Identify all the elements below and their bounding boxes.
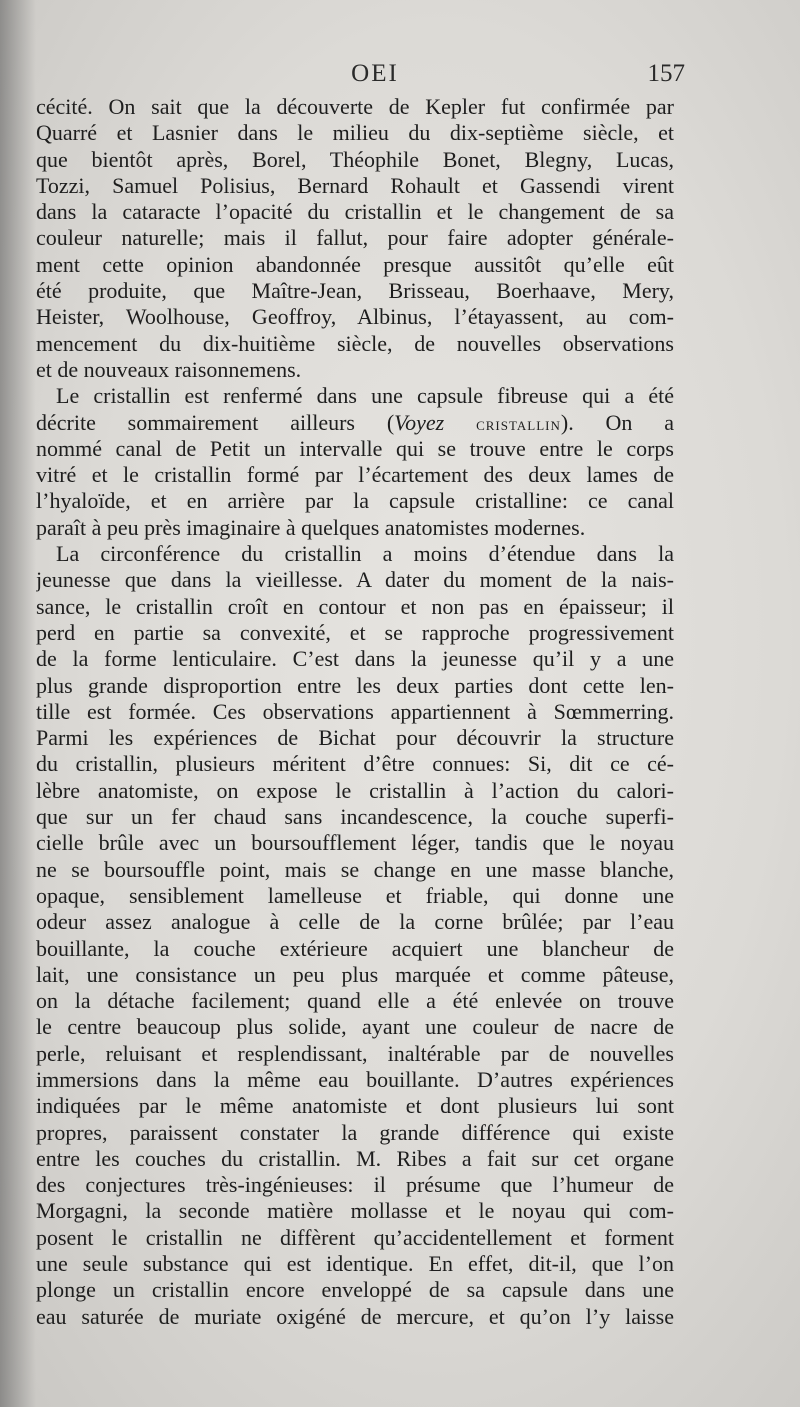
text-line: La circonférence du cristallin a moins d’étendue dans la (56, 541, 674, 567)
text-line: eau saturée de muriate oxigéné de mercure, et qu’on l’y laisse (36, 1303, 674, 1329)
text-line: dans la cataracte l’opacité du cristallin et le changement de sa (36, 199, 674, 225)
text-line: nommé canal de Petit un intervalle qui se trouve entre le corps (36, 435, 674, 461)
text-line: jeunesse que dans la vieillesse. A dater du moment de la nais- (36, 567, 674, 593)
text-line: Heister, Woolhouse, Geoffroy, Albinus, l’étayassent, au com- (36, 304, 674, 330)
text-line: des conjectures très-ingénieuses: il présume que l’humeur de (36, 1172, 674, 1198)
text-line: indiquées par le même anatomiste et dont plusieurs lui sont (36, 1093, 674, 1119)
text-line: Parmi les expériences de Bichat pour découvrir la structure (36, 725, 674, 751)
gutter-shadow (0, 0, 36, 1407)
page-number: 157 (647, 60, 685, 87)
cross-reference-term: cristallin (476, 413, 561, 434)
text-line: de la forme lenticulaire. C’est dans la jeunesse qu’il y a une (36, 646, 674, 672)
text-line: du cristallin, plusieurs méritent d’être connues: Si, dit ce cé- (36, 751, 674, 777)
text-fragment: ). On a (560, 409, 674, 435)
text-line: lait, une consistance un peu plus marquée et comme pâteuse, (36, 961, 674, 987)
text-line: cécité. On sait que la découverte de Kepler fut confirmée par (36, 94, 674, 119)
text-line: odeur assez analogue à celle de la corne brûlée; par l’eau (36, 909, 674, 935)
cross-reference-voyez: Voyez (394, 409, 445, 435)
text-line: opaque, sensiblement lamelleuse et friable, qui donne une (36, 882, 674, 908)
text-line: ment cette opinion abandonnée presque aussitôt qu’elle eût (36, 251, 674, 277)
text-line: que sur un fer chaud sans incandescence, la couche superfi- (36, 804, 674, 830)
text-line: entre les couches du cristallin. M. Ribes a fait sur cet organe (36, 1145, 674, 1171)
text-line: couleur naturelle; mais il fallut, pour faire adopter générale- (36, 225, 674, 251)
text-line: le centre beaucoup plus solide, ayant une couleur de nacre de (36, 1014, 674, 1040)
text-line: Le cristallin est renfermé dans une capsule fibreuse qui a été (56, 383, 674, 409)
text-line: sance, le cristallin croît en contour et non pas en épaisseur; il (36, 593, 674, 619)
text-line: cielle brûle avec un boursoufflement léger, tandis que le noyau (36, 830, 674, 856)
text-line: Quarré et Lasnier dans le milieu du dix-septième siècle, et (36, 120, 674, 146)
text-line: posent le cristallin ne diffèrent qu’accidentellement et forment (36, 1224, 674, 1250)
text-line: l’hyaloïde, et en arrière par la capsule cristalline: ce canal (36, 488, 674, 514)
text-line: mencement du dix-huitième siècle, de nouvelles observations (36, 330, 674, 356)
text-line: paraît à peu près imaginaire à quelques anatomistes modernes. (36, 514, 586, 540)
text-line: lèbre anatomiste, on expose le cristallin à l’action du calori- (36, 777, 674, 803)
text-line: une seule substance qui est identique. En effet, dit-il, que l’on (36, 1251, 674, 1277)
text-line: perd en partie sa convexité, et se rapproche progressivement (36, 619, 674, 645)
text-line: plonge un cristallin encore enveloppé de sa capsule dans une (36, 1277, 674, 1303)
text-line: ne se boursouffle point, mais se change en une masse blanche, (36, 856, 674, 882)
running-title: OEI (351, 60, 399, 87)
text-line: immersions dans la même eau bouillante. D’autres expériences (36, 1066, 674, 1092)
running-head (0, 60, 800, 94)
text-line: été produite, que Maître-Jean, Brisseau, Boerhaave, Mery, (36, 278, 674, 304)
text-fragment: décrite sommairement ailleurs ( (36, 409, 395, 435)
text-line: bouillante, la couche extérieure acquiert une blancheur de (36, 935, 674, 961)
text-line: tille est formée. Ces observations appartiennent à Sœmmerring. (36, 698, 674, 724)
text-line: Morgagni, la seconde matière mollasse et le noyau qui com- (36, 1198, 674, 1224)
text-line: on la détache facilement; quand elle a été enlevée on trouve (36, 988, 674, 1014)
text-line: Tozzi, Samuel Polisius, Bernard Rohault et Gassendi virent (36, 172, 674, 198)
text-line: propres, paraissent constater la grande différence qui existe (36, 1119, 674, 1145)
text-line: plus grande disproportion entre les deux parties dont cette len- (36, 672, 674, 698)
body-text (36, 94, 674, 1330)
text-line: perle, reluisant et resplendissant, inaltérable par de nouvelles (36, 1040, 674, 1066)
text-line: et de nouveaux raisonnemens. (36, 356, 302, 382)
text-line: vitré et le cristallin formé par l’écartement des deux lames de (36, 462, 674, 488)
text-line (36, 410, 674, 436)
text-line: que bientôt après, Borel, Théophile Bonet, Blegny, Lucas, (36, 146, 674, 172)
